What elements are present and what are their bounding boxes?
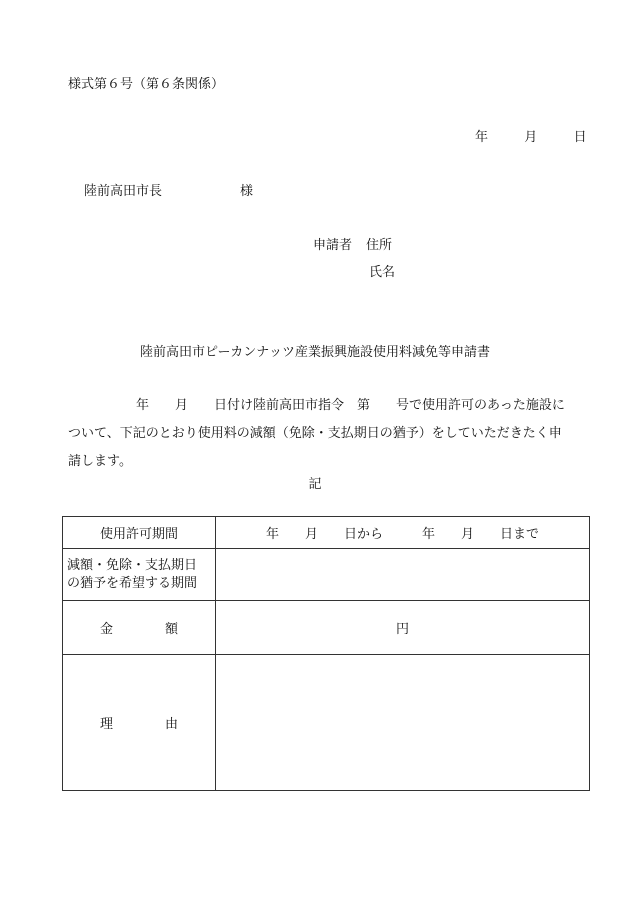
date-year: 年 [475,130,489,145]
body-line-1: 年 月 日付け陸前高田市指令 第 号で使用許可のあった施設に [136,398,565,413]
body-text [68,392,588,476]
application-table [62,516,590,791]
period-value[interactable]: 年 月 日から 年 月 日まで [216,517,590,549]
applicant-address-line [313,234,392,253]
amount-value[interactable]: 円 [216,601,590,655]
request-period-label [63,549,216,601]
date-day: 日 [573,130,587,145]
table-row-amount [63,601,590,655]
date-month: 月 [524,130,538,145]
ki-heading: 記 [308,477,322,492]
reason-value[interactable] [216,655,590,791]
request-period-value[interactable] [216,549,590,601]
amount-label: 金 額 [63,601,216,655]
table-row-reason [63,655,590,791]
request-label-line-1: 減額・免除・支払期日 [67,557,198,573]
document-title: 陸前高田市ピーカンナッツ産業振興施設使用料減免等申請書 [140,345,490,360]
request-label-line-2: の猶予を希望する期間 [67,575,198,591]
date-line [475,126,587,145]
table-row-request [63,549,590,601]
body-line-2: ついて、下記のとおり使用料の減額（免除・支払期日の猶予）をしていただきたく申 [68,426,562,441]
address-label: 住所 [366,238,393,253]
body-line-3: 請します。 [68,454,132,469]
addressee-honorific: 様 [240,184,254,199]
form-number: 様式第６号（第６条関係） [68,77,225,92]
reason-label: 理 由 [63,655,216,791]
table-row-period [63,517,590,549]
addressee [84,180,253,199]
addressee-name: 陸前高田市長 [84,184,163,199]
applicant-name-label: 氏名 [369,265,396,280]
period-label: 使用許可期間 [63,517,216,549]
applicant-label: 申請者 [313,238,353,253]
